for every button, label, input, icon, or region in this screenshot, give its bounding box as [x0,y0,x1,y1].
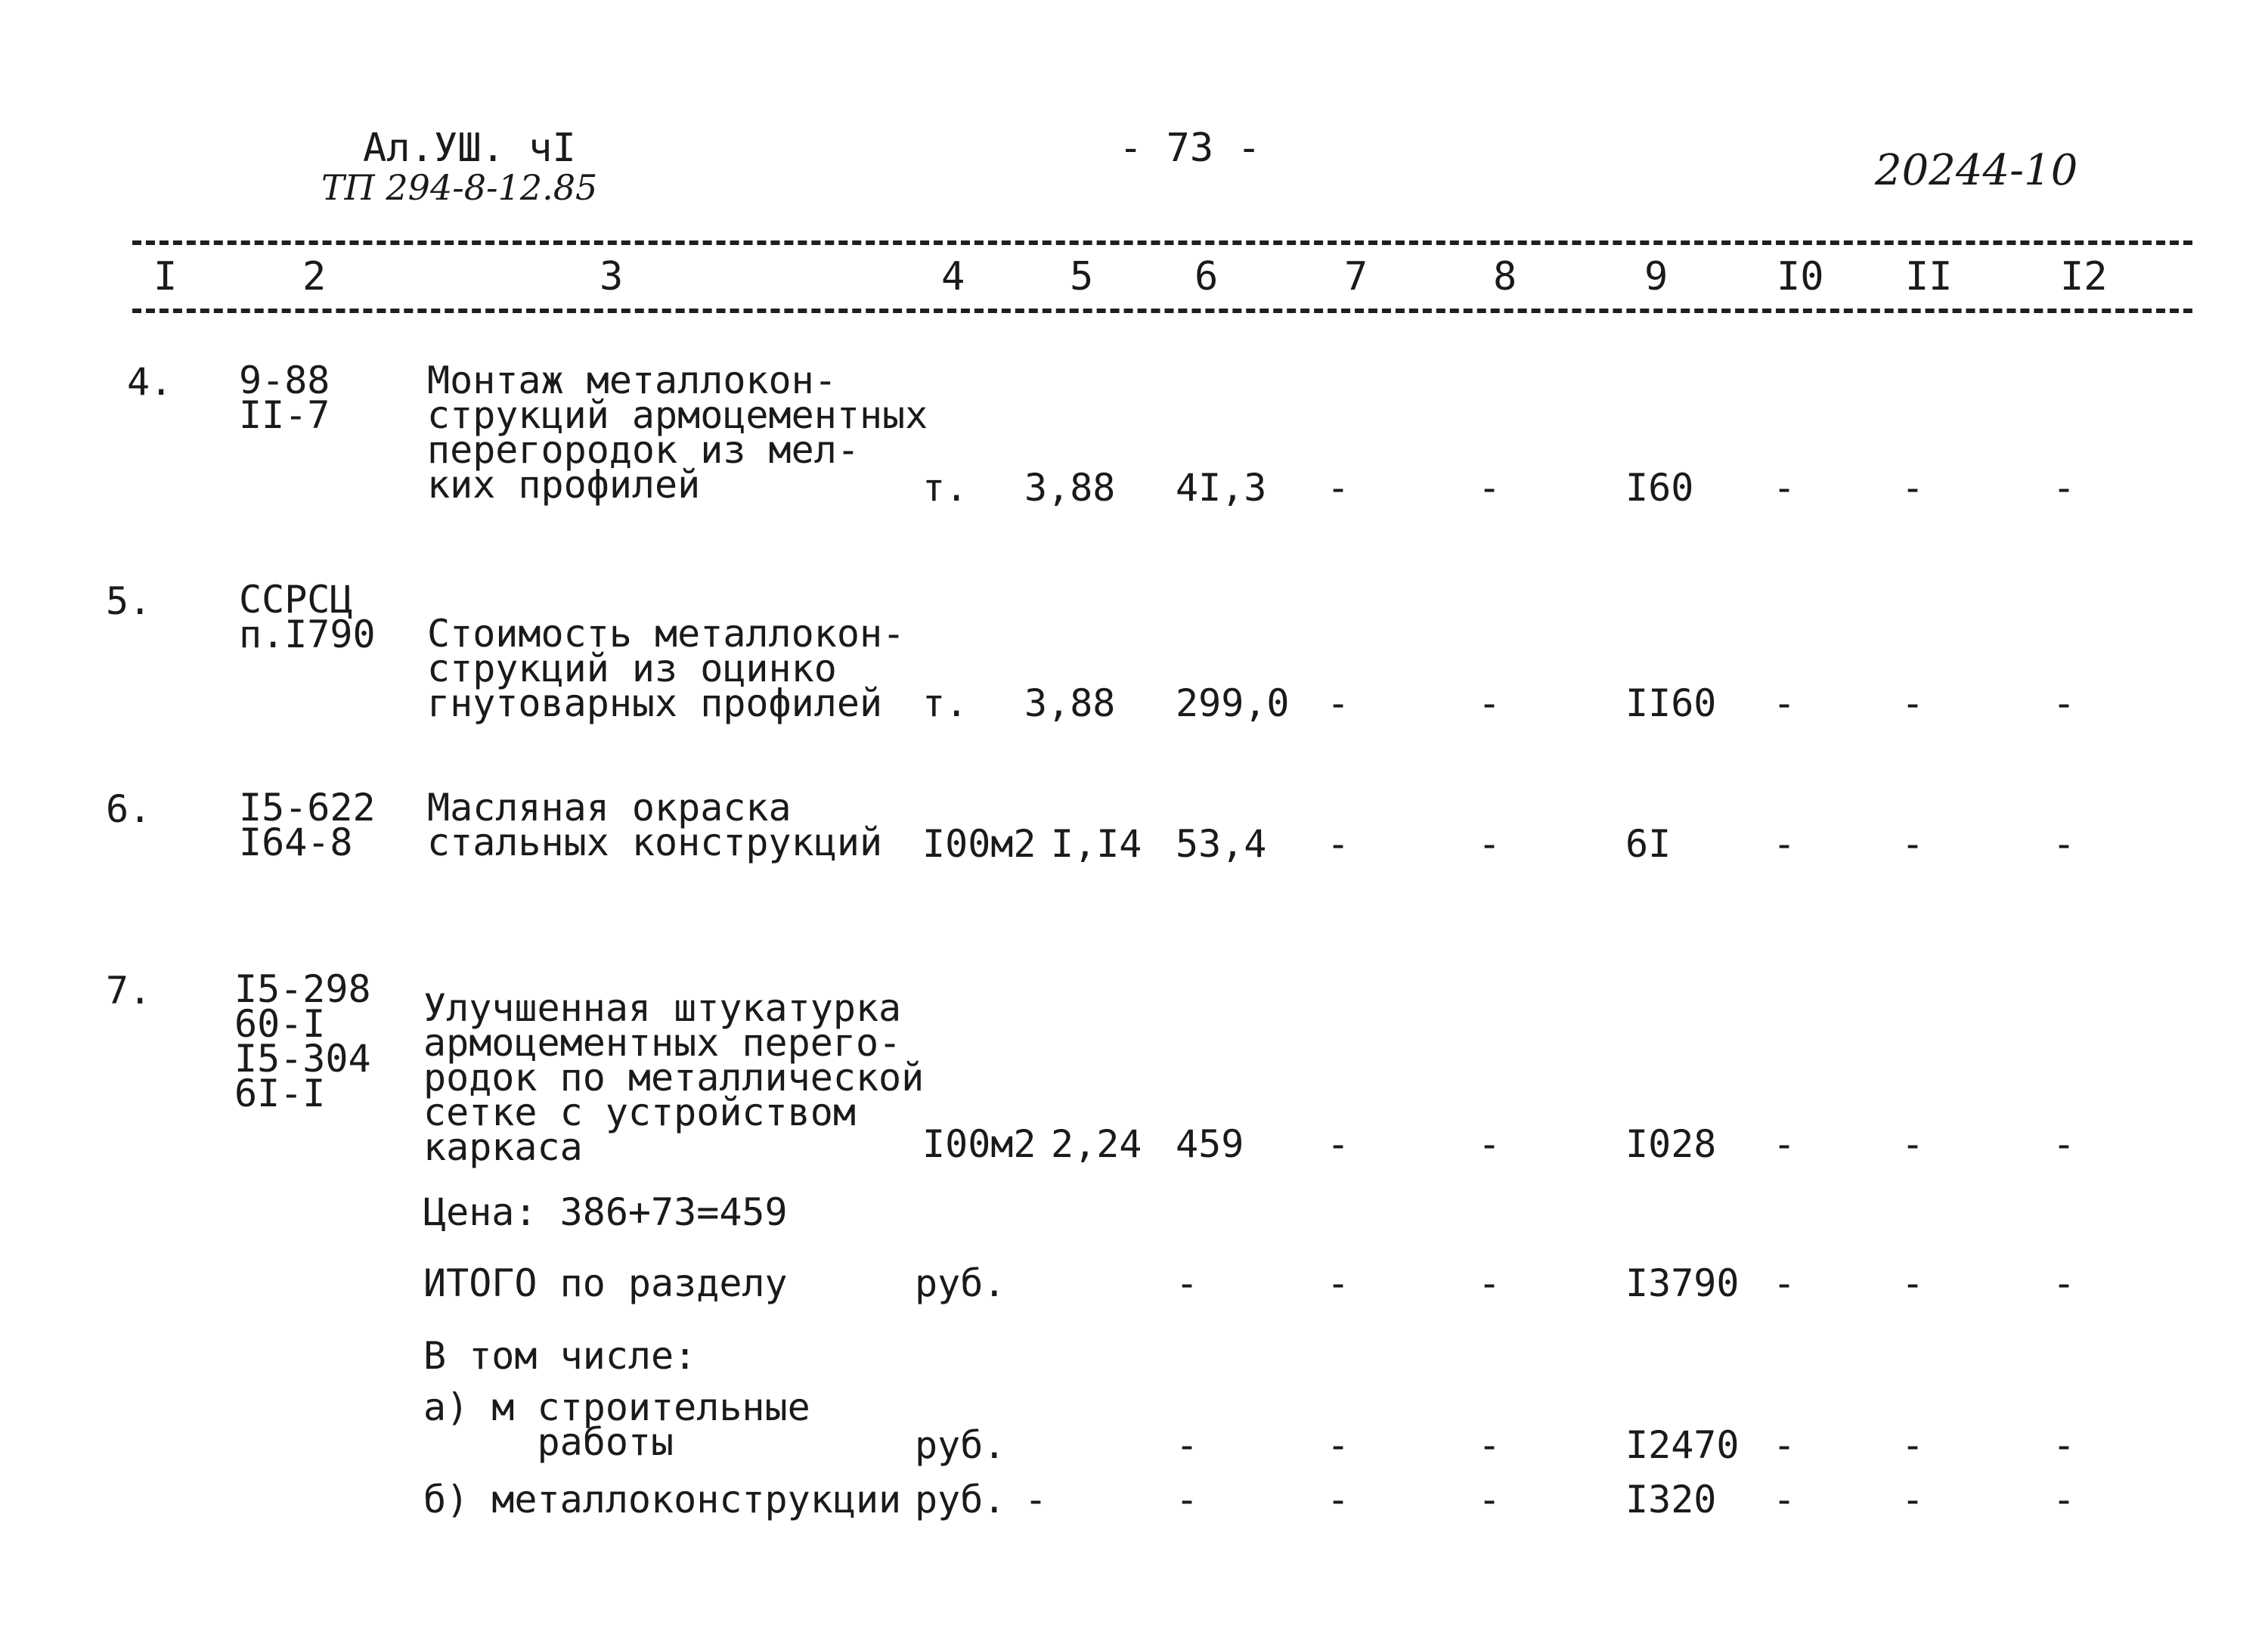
archive-number: 20244-10 [1875,146,2078,195]
unit: руб. [915,1423,1006,1467]
col-header-2: 2 [302,254,327,299]
unit: руб. [915,1261,1006,1305]
col-header-3: 3 [600,254,624,299]
col10-value: - [1773,466,1796,510]
norm-code: ССРСЦ п.I790 [239,578,376,656]
col12-value: - [2053,1122,2076,1166]
unit: I00м2 [922,1122,1036,1166]
col10-value: - [1773,1423,1796,1467]
col8-value: - [1478,466,1501,510]
total-label: ИТОГО по разделу [423,1261,788,1305]
col10-value: - [1773,1478,1796,1521]
unit-price: 4I,3 [1176,466,1267,510]
quantity: I,I4 [1051,822,1142,866]
unit: I00м2 [922,822,1036,866]
col-header-4: 4 [941,254,965,299]
album-reference: Ал.УШ. чI [363,126,576,171]
col7-value: - [1327,466,1350,510]
row-number: 6. [106,787,152,831]
col7-value: - [1327,1122,1350,1166]
norm-code: I5-622 I64-8 [239,786,376,864]
col11-value: - [1901,1122,1925,1166]
work-name: Улучшенная штукатурка армоцементных перего- родок по металлической сетке с устройством каркаса [423,986,925,1169]
col6-value: - [1176,1261,1199,1305]
col9-value: II60 [1625,681,1717,725]
subtotal-label: б) металлоконструкции [423,1478,902,1521]
col8-value: - [1478,1122,1501,1166]
col10-value: - [1773,1261,1796,1305]
row-number: 4. [127,360,173,404]
price-note: Цена: 386+73=459 [423,1190,788,1234]
col12-value: - [2053,1478,2076,1521]
col-header-11: II [1905,254,1953,299]
col8-value: - [1478,822,1501,866]
page-number: - 73 - [1119,126,1261,171]
col10-value: - [1773,681,1796,725]
project-code: ТП 294-8-12.85 [321,167,598,208]
col12-value: - [2053,466,2076,510]
col-header-9: 9 [1644,254,1668,299]
col-header-5: 5 [1070,254,1094,299]
col11-value: - [1901,822,1925,866]
col11-value: - [1901,466,1925,510]
col-header-6: 6 [1194,254,1219,299]
col12-value: - [2053,1261,2076,1305]
col8-value: - [1478,1478,1501,1521]
quantity: 3,88 [1024,466,1116,510]
col-header-10: I0 [1777,254,1824,299]
col11-value: - [1901,1478,1925,1521]
norm-code: 9-88 II-7 [239,358,330,437]
header-rule-top [132,240,2192,245]
unit: т. [922,466,968,510]
col6-value: - [1176,1478,1199,1521]
col-header-7: 7 [1344,254,1368,299]
col7-value: - [1327,1261,1350,1305]
col7-value: - [1327,822,1350,866]
col9-value: I320 [1625,1478,1717,1521]
col8-value: - [1478,1423,1501,1467]
col12-value: - [2053,1423,2076,1467]
col12-value: - [2053,681,2076,725]
col11-value: - [1901,681,1925,725]
row-number: 7. [106,969,152,1013]
col7-value: - [1327,681,1350,725]
col8-value: - [1478,681,1501,725]
col12-value: - [2053,822,2076,866]
col7-value: - [1327,1423,1350,1467]
quantity: 2,24 [1051,1122,1142,1166]
col8-value: - [1478,1261,1501,1305]
quantity: 3,88 [1024,681,1116,725]
col6-value: - [1176,1423,1199,1467]
unit: руб. [915,1478,1006,1521]
col9-value: I60 [1625,466,1694,510]
subtotal-label: а) м строительные работы [423,1385,810,1464]
col9-value: I3790 [1625,1261,1740,1305]
work-name: Монтаж металлокон- струкций армоцементных перегородок из мел- ких профилей [427,358,928,507]
unit-price: 299,0 [1176,681,1290,725]
col10-value: - [1773,1122,1796,1166]
work-name: Стоимость металлокон- струкций из оцинко гнутоварных профилей [427,612,906,725]
col-header-1: I [153,254,178,299]
col-header-8: 8 [1493,254,1517,299]
norm-code: I5-298 60-I I5-304 6I-I [234,967,371,1115]
col9-value: 6I [1625,822,1672,866]
unit: т. [922,681,968,725]
unit-price: 459 [1176,1122,1244,1166]
row-number: 5. [106,579,152,623]
header-rule-bottom [132,309,2192,313]
col10-value: - [1773,822,1796,866]
col11-value: - [1901,1423,1925,1467]
col11-value: - [1901,1261,1925,1305]
col7-value: - [1327,1478,1350,1521]
work-name: Масляная окраска стальных конструкций [427,786,883,864]
col9-value: I028 [1625,1122,1717,1166]
including-label: В том числе: [423,1334,697,1378]
col5-value: - [1024,1478,1048,1521]
col9-value: I2470 [1625,1423,1740,1467]
unit-price: 53,4 [1176,822,1267,866]
col-header-12: I2 [2060,254,2108,299]
